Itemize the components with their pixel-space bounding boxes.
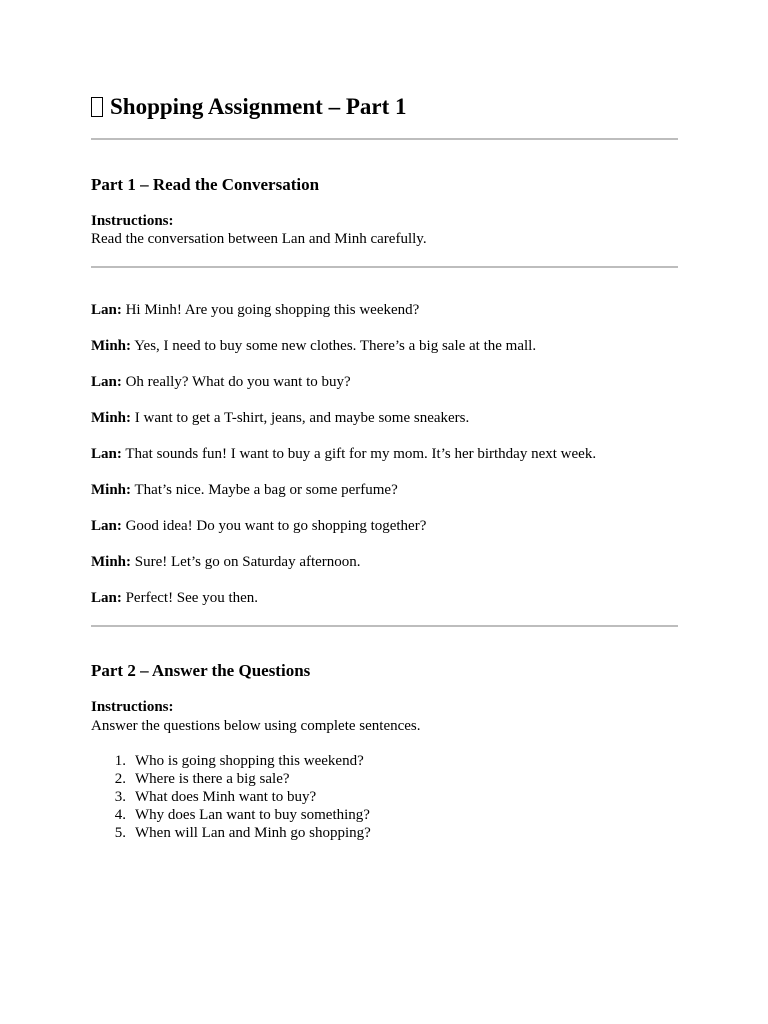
divider bbox=[91, 266, 678, 268]
dialogue-text: Yes, I need to buy some new clothes. There’s a big sale at the mall. bbox=[134, 338, 537, 354]
dialogue-line bbox=[91, 445, 596, 464]
dialogue-line bbox=[91, 409, 469, 428]
speaker-name: Minh: bbox=[91, 338, 132, 354]
question-number: 2. bbox=[114, 771, 126, 787]
question-text: What does Minh want to buy? bbox=[135, 789, 317, 805]
part1-instructions-text: Read the conversation between Lan and Minh carefully. bbox=[91, 231, 427, 247]
dialogue-text: Sure! Let’s go on Saturday afternoon. bbox=[134, 554, 361, 570]
dialogue-text: Perfect! See you then. bbox=[125, 590, 259, 606]
question-text: Where is there a big sale? bbox=[135, 771, 290, 787]
speaker-name: Minh: bbox=[91, 482, 132, 498]
question-number: 5. bbox=[114, 825, 126, 841]
list-item bbox=[91, 770, 371, 788]
part2-heading: Part 2 – Answer the Questions bbox=[91, 661, 311, 680]
speaker-name: Lan: bbox=[91, 590, 122, 606]
dialogue-text: Oh really? What do you want to buy? bbox=[125, 374, 351, 390]
divider bbox=[91, 138, 678, 140]
page-title-text: Shopping Assignment – Part 1 bbox=[110, 94, 407, 119]
dialogue-line bbox=[91, 553, 361, 572]
dialogue-text: Good idea! Do you want to go shopping together? bbox=[125, 518, 427, 534]
dialogue-line bbox=[91, 589, 258, 608]
list-item bbox=[91, 824, 371, 842]
dialogue-line bbox=[91, 517, 426, 536]
speaker-name: Lan: bbox=[91, 302, 122, 318]
question-number: 1. bbox=[114, 753, 126, 769]
question-number: 4. bbox=[114, 807, 126, 823]
dialogue-line bbox=[91, 373, 351, 392]
page-title bbox=[91, 92, 407, 122]
dialogue-text: I want to get a T-shirt, jeans, and maybe some sneakers. bbox=[134, 410, 470, 426]
dialogue-line bbox=[91, 301, 419, 320]
part2-instructions-text: Answer the questions below using complete sentences. bbox=[91, 718, 421, 734]
question-text: Why does Lan want to buy something? bbox=[135, 807, 370, 823]
question-text: When will Lan and Minh go shopping? bbox=[135, 825, 371, 841]
list-item bbox=[91, 752, 371, 770]
part2-instructions-label: Instructions: bbox=[91, 699, 174, 715]
question-list bbox=[91, 752, 371, 842]
divider bbox=[91, 625, 678, 627]
speaker-name: Minh: bbox=[91, 554, 132, 570]
dialogue-text: That’s nice. Maybe a bag or some perfume? bbox=[134, 482, 398, 498]
speaker-name: Lan: bbox=[91, 446, 122, 462]
part1-heading: Part 1 – Read the Conversation bbox=[91, 175, 320, 194]
question-number: 3. bbox=[114, 789, 126, 805]
list-item bbox=[91, 806, 371, 824]
dialogue-text: Hi Minh! Are you going shopping this weekend? bbox=[125, 302, 420, 318]
dialogue-line bbox=[91, 481, 398, 500]
speaker-name: Lan: bbox=[91, 374, 122, 390]
speaker-name: Lan: bbox=[91, 518, 122, 534]
dialogue-line bbox=[91, 337, 536, 356]
dialogue-text: That sounds fun! I want to buy a gift for my mom. It’s her birthday next week. bbox=[125, 446, 597, 462]
part1-instructions-label: Instructions: bbox=[91, 213, 174, 229]
list-item bbox=[91, 788, 371, 806]
missing-glyph-icon bbox=[91, 97, 103, 117]
speaker-name: Minh: bbox=[91, 410, 132, 426]
question-text: Who is going shopping this weekend? bbox=[135, 753, 364, 769]
